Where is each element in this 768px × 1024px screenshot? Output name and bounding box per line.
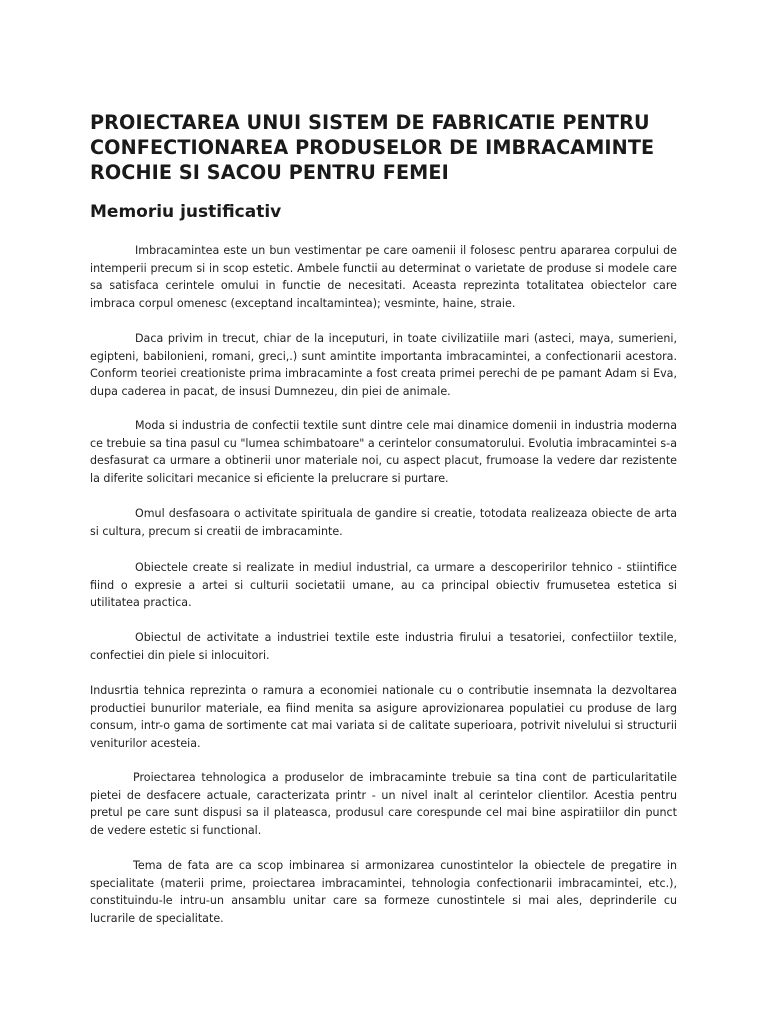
title-line-3: ROCHIE SI SACOU PENTRU FEMEI (90, 161, 449, 184)
paragraph-1: Imbracamintea este un bun vestimentar pe care oamenii il folosesc pentru apararea corpului de intemperii precum si in scop estetic. Ambele functii au determinat o varietate de produse si modele care sa satisfaca cerintele omului in functie de necesitati. Aceasta reprezinta totalitatea obiectelor care imbraca corpul omenesc (exceptand incaltamintea); vesminte, haine, straie. (90, 244, 677, 310)
paragraph-5: Obiectele create si realizate in mediul industrial, ca urmare a descoperirilor tehnico - stiintifice fiind o expresie a artei si culturii societatii umane, au ca principal obiectiv frumusetea estetica si utilitatea practica. (90, 561, 677, 610)
paragraph-7: Indusrtia tehnica reprezinta o ramura a economiei nationale cu o contributie insemnata la dezvoltarea productiei bunurilor materiale, ea fiind menita sa asigure aprovizionarea populatiei cu produse de larg consum, intr-o gama de sortimente cat mai variata si de calitate superioara, potrivit nivelului si structurii veniturilor acesteia. (90, 684, 677, 750)
paragraph-8: Proiectarea tehnologica a produselor de imbracaminte trebuie sa tina cont de particularitatile pietei de desfacere actuale, caracterizata printr - un nivel inalt al cerintelor clientilor. Acestia pentru pretul pe care sunt dispusi sa il plateasca, produsul care corespunde cel mai bine aspiratiilor din punct de vedere estetic si functional. (90, 771, 677, 837)
paragraph-2: Daca privim in trecut, chiar de la inceputuri, in toate civilizatiile mari (asteci, maya, sumerieni, egipteni, babilonieni, romani, greci,.) sunt amintite importanta imbracamintei, a confectionarii acestora. Conform teoriei creationiste prima imbracaminte a fost creata primei perechi de pe pamant Adam si Eva, dupa caderea in pacat, de insusi Dumnezeu, din piei de animale. (90, 332, 677, 398)
title-line-1: PROIECTAREA UNUI SISTEM DE FABRICATIE PENTRU (90, 111, 650, 134)
paragraph-6: Obiectul de activitate a industriei textile este industria firului a tesatoriei, confectiilor textile, confectiei din piele si inlocuitori. (90, 631, 677, 662)
paragraph-9: Tema de fata are ca scop imbinarea si armonizarea cunostintelor la obiectele de pregatire in specialitate (materii prime, proiectarea imbracamintei, tehnologia confectionarii imbracamintei, etc.), constituindu-le intru-un ansamblu unitar care sa formeze cunostintele si mai ales, deprinderile cu lucrarile de specialitate. (90, 859, 677, 925)
paragraph-3: Moda si industria de confectii textile sunt dintre cele mai dinamice domenii in industria moderna ce trebuie sa tina pasul cu "lumea schimbatoare" a cerintelor consumatorului. Evolutia imbracamintei s-a desfasurat ca urmare a obtinerii unor materiale noi, cu aspect placut, frumoase la vedere dar rezistente la diferite solicitari mecanice si eficiente la prelucrare si purtare. (90, 419, 677, 485)
section-heading: Memoriu justificativ (90, 202, 282, 222)
document-title (90, 110, 690, 185)
title-line-2: CONFECTIONAREA PRODUSELOR DE IMBRACAMINTE (90, 136, 655, 159)
paragraph-4: Omul desfasoara o activitate spirituala de gandire si creatie, totodata realizeaza obiecte de arta si cultura, precum si creatii de imbracaminte. (90, 507, 677, 538)
